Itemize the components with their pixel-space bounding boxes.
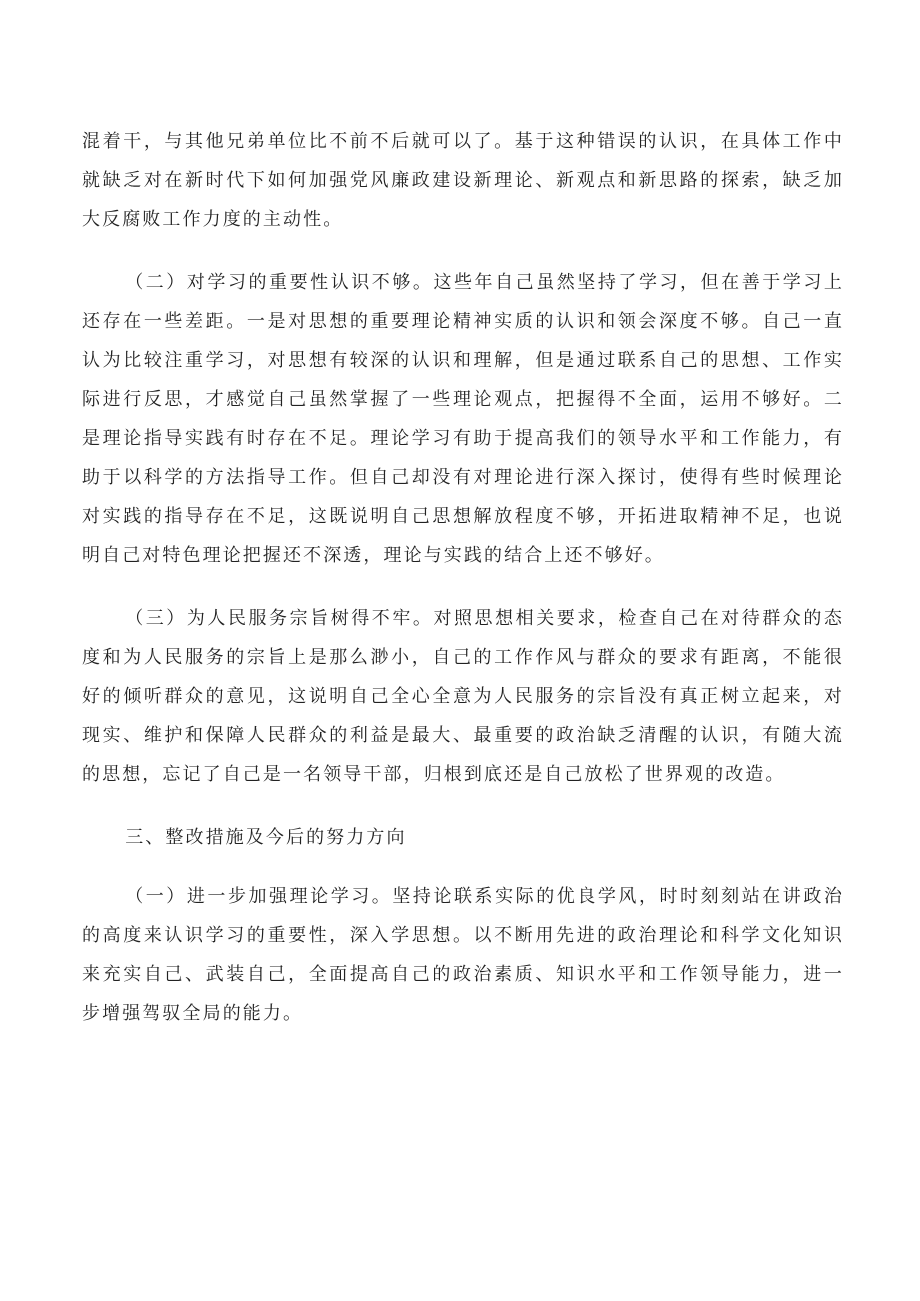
paragraph-section-2: （二）对学习的重要性认识不够。这些年自己虽然坚持了学习，但在善于学习上还存在一些差距。一是对思想的重要理论精神实质的认识和领会深度不够。自己一直认为比较注重学习，对思想有较深的认识和理解，但是通过联系自己的思想、工作实际进行反思，才感觉自己虽然掌握了一些理论观点，把握得不全面，运用不够好。二是理论指导实践有时存在不足。理论学习有助于提高我们的领导水平和工作能力，有助于以科学的方法指导工作。但自己却没有对理论进行深入探讨，使得有些时候理论对实践的指导存在不足，这既说明自己思想解放程度不够，开拓进取精神不足，也说明自己对特色理论把握还不深透，理论与实践的结合上还不够好。: [82, 272, 844, 566]
document-body: [82, 122, 844, 1057]
paragraph-measure-1: （一）进一步加强理论学习。坚持论联系实际的优良学风，时时刻刻站在讲政治的高度来认识学习的重要性，深入学思想。以不断用先进的政治理论和科学文化知识来充实自己、武装自己，全面提高自己的政治素质、知识水平和工作领导能力，进一步增强驾驭全局的能力。: [82, 886, 844, 1024]
section-heading-rectification: 三、整改措施及今后的努力方向: [125, 827, 407, 848]
paragraph-section-3: （三）为人民服务宗旨树得不牢。对照思想相关要求，检查自己在对待群众的态度和为人民服务的宗旨上是那么渺小，自己的工作作风与群众的要求有距离，不能很好的倾听群众的意见，这说明自己全心全意为人民服务的宗旨没有真正树立起来，对现实、维护和保障人民群众的利益是最大、最重要的政治缺乏清醒的认识，有随大流的思想，忘记了自己是一名领导干部，归根到底还是自己放松了世界观的改造。: [82, 608, 844, 785]
paragraph-continued: 混着干，与其他兄弟单位比不前不后就可以了。基于这种错误的认识，在具体工作中就缺乏对在新时代下如何加强党风廉政建设新理论、新观点和新思路的探索，缺乏加大反腐败工作力度的主动性。: [82, 131, 844, 230]
